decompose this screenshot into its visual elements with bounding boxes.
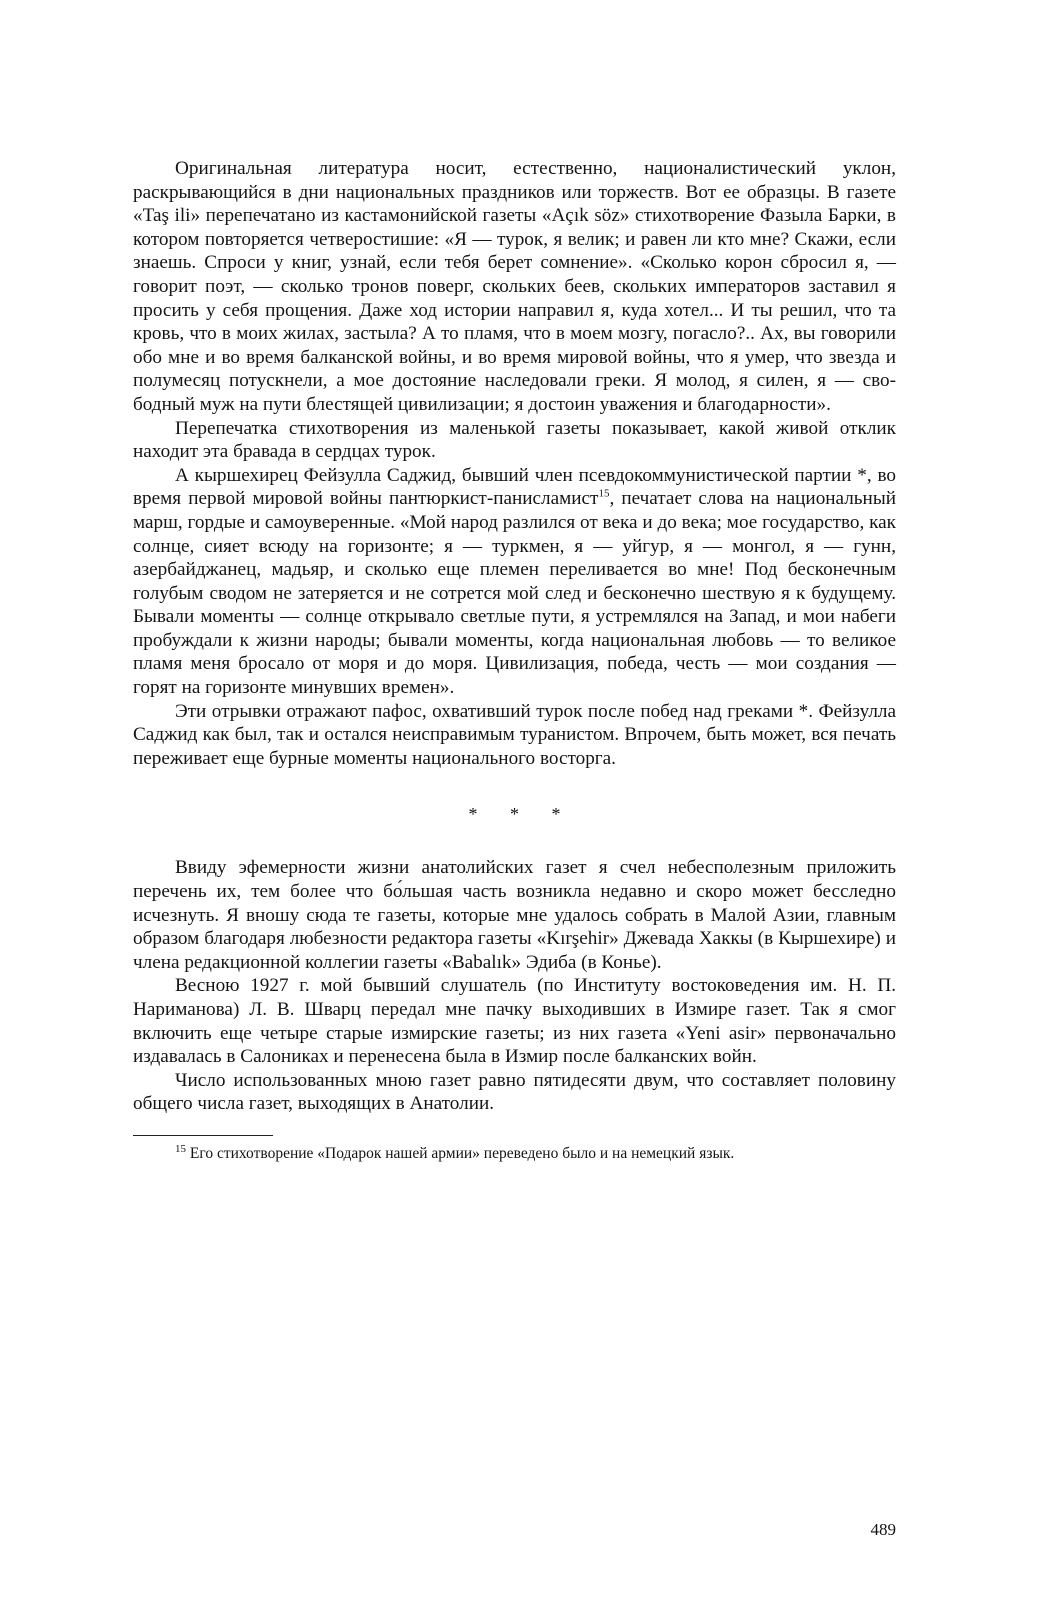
footnote [133,1144,896,1164]
paragraph-sajid-text-before: А кыршехирец Фейзулла Саджид, бывший член псевдокоммунистической партии *, во время первой мировой войны пантюркист-панисламист [133,464,896,510]
paragraph-pathos: Эти отрывки отражают пафос, охвативший турок после побед над греками *. Фейзулла Саджид как был, так и остался неисправимым туранистом. Впрочем, быть может, вся печать переживает еще бурные моменты национального восторга. [133,700,896,769]
section-break-asterisks: * * * [468,804,575,825]
paragraph-sajid [133,464,896,700]
paragraph-izmir-papers: Весною 1927 г. мой бывший слушатель (по Институту востоковедения им. Н. П. Нариманова) Л. В. Шварц передал мне пачку выходивших в Измире газет. Так я смог включить еще четыре старые измирские газеты; из них газета «Yeni asir» первоначально издавалась в Салониках и перенесена была в Измир после балканских войн. [133,975,896,1068]
footnote-reference: 15 [598,487,610,500]
paragraph-reprint: Перепечатка стихотворения из маленькой газеты показывает, какой живой отклик находит эта бравада в сердцах турок. [133,417,896,463]
paragraph-nationalist-literature: Оригинальная литература носит, естественно, националистический уклон, раскрывающийся в дни национальных праздников или торжеств. Вот ее образцы. В газете «Taş ili» перепечатано из кастамонийской газеты «Açık söz» стихотворение Фазыла Барки, в котором повторяется четверостишие: «Я — турок, я велик; и равен ли кто мне? Скажи, если знаешь. Спроси у книг, узнай, если тебя берет сомнение». «Сколько корон сбросил я, — говорит поэт, — сколько тронов поверг, скольких беев, скольких императоров заставил я просить у себя прощения. Даже ход истории направил я, куда хотел... И ты решил, что та кровь, что в моих жилах, застыла? А то пламя, что в моем мозгу, погасло?.. Ах, вы говорили обо мне и во время балканской войны, и во время мировой войны, что я умер, что звезда и полумесяц потускнели, а мое достояние наследовали греки. Я молод, я силен, я — свободный муж на пути блестящей цивилизации; я достоин уважения и благодарности». [133,158,896,415]
footnote-divider [133,1135,273,1136]
book-page [133,157,896,1539]
paragraph-sajid-text-after: , печатает слова на национальный марш, гордые и самоуверенные. «Мой народ разлился от века и до века; мое государство, как солнце, сияет всюду на горизонте; я — туркмен, я — уйгур, я — монгол, я — гунн, азербайджанец, мадьяр, и сколько еще племен переливается во мне! Под бесконечным голубым сводом не затеряется и не сотрется мой след и бесконечно шествую я к будущему. Бывали моменты — солнце открывало светлые пути, я устремлялся на Запад, и мои набеги пробуждали к жизни народы; бывали моменты, когда национальная любовь — то великое пламя меня бросало от моря и до моря. Цивилизация, победа, честь — мои создания — горят на горизонте минувших времен». [133,488,896,699]
paragraph-newspaper-count: Число использованных мною газет равно пятидесяти двум, что составляет половину общего числа газет, выходящих в Анатолии. [133,1069,896,1115]
paragraph-newspaper-list: Ввиду эфемерности жизни анатолийских газет я счел небесполезным приложить перечень их, тем более что бо́льшая часть возникла недавно и скоро может бесследно исчезнуть. Я вношу сюда те газеты, которые мне удалось собрать в Малой Азии, главным образом благодаря любезности редактора газеты «Kırşehir» Джевада Хаккы (в Кыршехире) и члена редакционной коллегии газеты «Babalık» Эдиба (в Конье). [133,857,896,973]
footnote-number: 15 [175,1142,186,1155]
page-number: 489 [870,1520,896,1539]
footnote-text: Его стихотворение «Подарок нашей армии» переведено было и на немецкий язык. [186,1144,735,1162]
